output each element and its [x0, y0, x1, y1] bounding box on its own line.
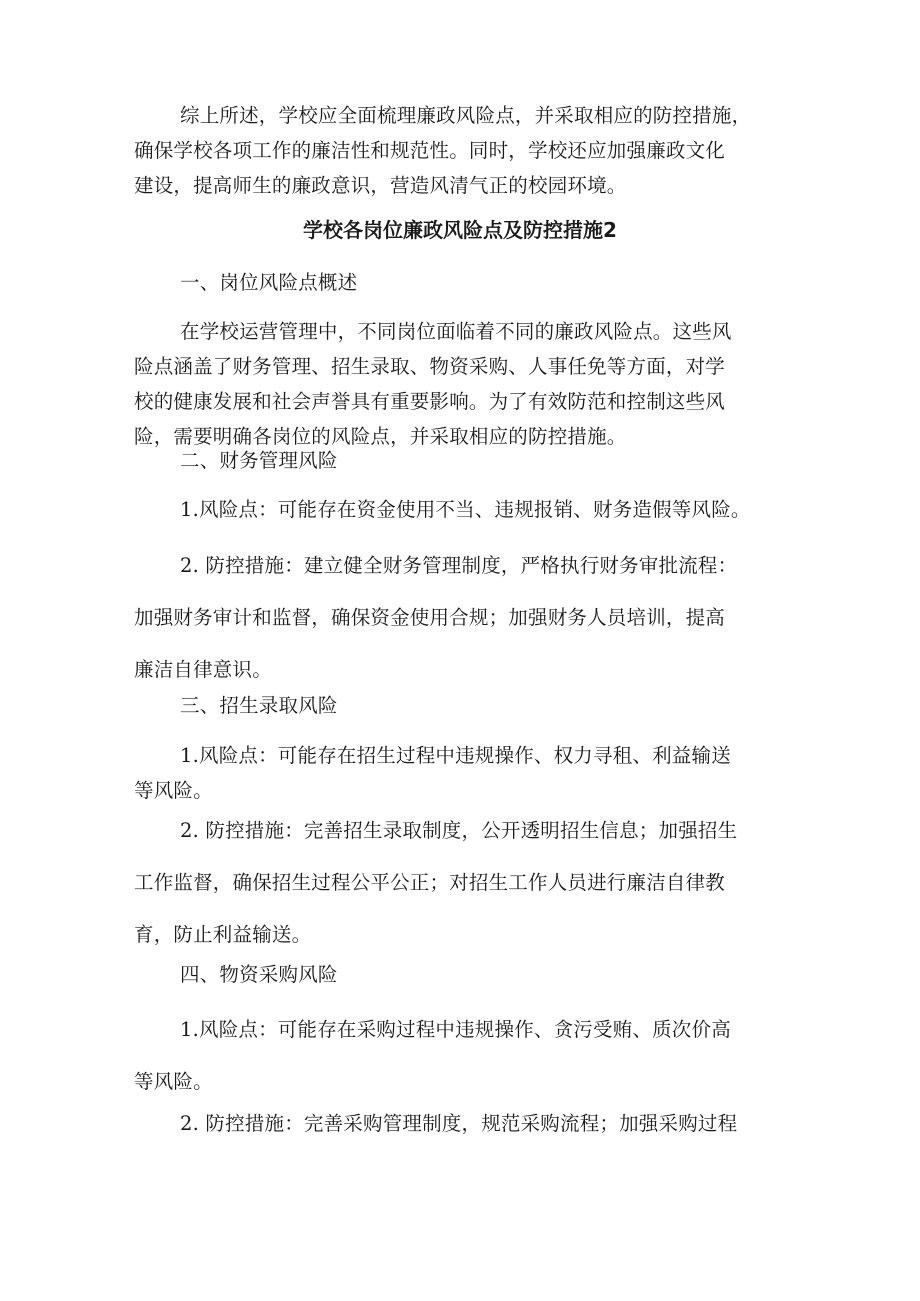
text-line: 等风险。: [134, 779, 213, 802]
text-line: 建设，提高师生的廉政意识，营造风清气正的校园环境。: [134, 174, 627, 197]
section-heading: [134, 957, 794, 992]
text-line: 1.风险点：可能存在招生过程中违规操作、权力寻租、利益输送: [180, 744, 731, 767]
text-line: 2. 防控措施：建立健全财务管理制度，严格执行财务审批流程：: [180, 554, 738, 577]
text-line: 2. 防控措施：完善招生录取制度，公开透明招生信息；加强招生: [180, 819, 738, 842]
text-line: 2. 防控措施：完善采购管理制度，规范采购流程；加强采购过程: [180, 1112, 738, 1135]
text-line: 1.风险点：可能存在采购过程中违规操作、贪污受贿、质次价高: [180, 1018, 731, 1041]
text-line: 险点涵盖了财务管理、招生录取、物资采购、人事任免等方面，对学: [134, 355, 726, 378]
section2-heading: 二、财务管理风险: [180, 449, 338, 472]
conclusion-paragraph: [134, 98, 794, 203]
text-line: 等风险。: [134, 1070, 213, 1093]
section-heading: [134, 443, 794, 478]
section4-risk: [134, 1004, 794, 1108]
section1-paragraph: [134, 314, 794, 454]
section1-heading: 一、岗位风险点概述: [180, 271, 358, 294]
text-line: 险，需要明确各岗位的风险点，并采取相应的防控措施。: [134, 425, 627, 448]
document-title: 学校各岗位廉政风险点及防控措施2: [303, 218, 617, 242]
text-line: 1.风险点：可能存在资金使用不当、违规报销、财务造假等风险。: [180, 498, 751, 521]
section4-heading: 四、物资采购风险: [180, 963, 338, 986]
text-line: 确保学校各项工作的廉洁性和规范性。同时，学校还应加强廉政文化: [134, 139, 726, 162]
section2-risk: [134, 492, 794, 527]
section2-measures: [134, 540, 794, 696]
section4-measures: [134, 1106, 794, 1141]
text-line: 校的健康发展和社会声誉具有重要影响。为了有效防范和控制这些风: [134, 390, 726, 413]
text-line: 工作监督，确保招生过程公平公正；对招生工作人员进行廉洁自律教: [134, 871, 726, 894]
section3-heading: 三、招生录取风险: [180, 694, 338, 717]
section3-measures: [134, 805, 794, 961]
text-line: 加强财务审计和监督，确保资金使用合规；加强财务人员培训，提高: [134, 606, 726, 629]
text-line: 综上所述，学校应全面梳理廉政风险点，并采取相应的防控措施，: [180, 104, 752, 127]
text-line: 育，防止利益输送。: [134, 923, 312, 946]
section-heading: [134, 688, 794, 723]
section3-risk: [134, 738, 794, 808]
section-heading: [134, 265, 794, 300]
text-line: 在学校运营管理中，不同岗位面临着不同的廉政风险点。这些风: [180, 320, 732, 343]
text-line: 廉洁自律意识。: [134, 658, 272, 681]
